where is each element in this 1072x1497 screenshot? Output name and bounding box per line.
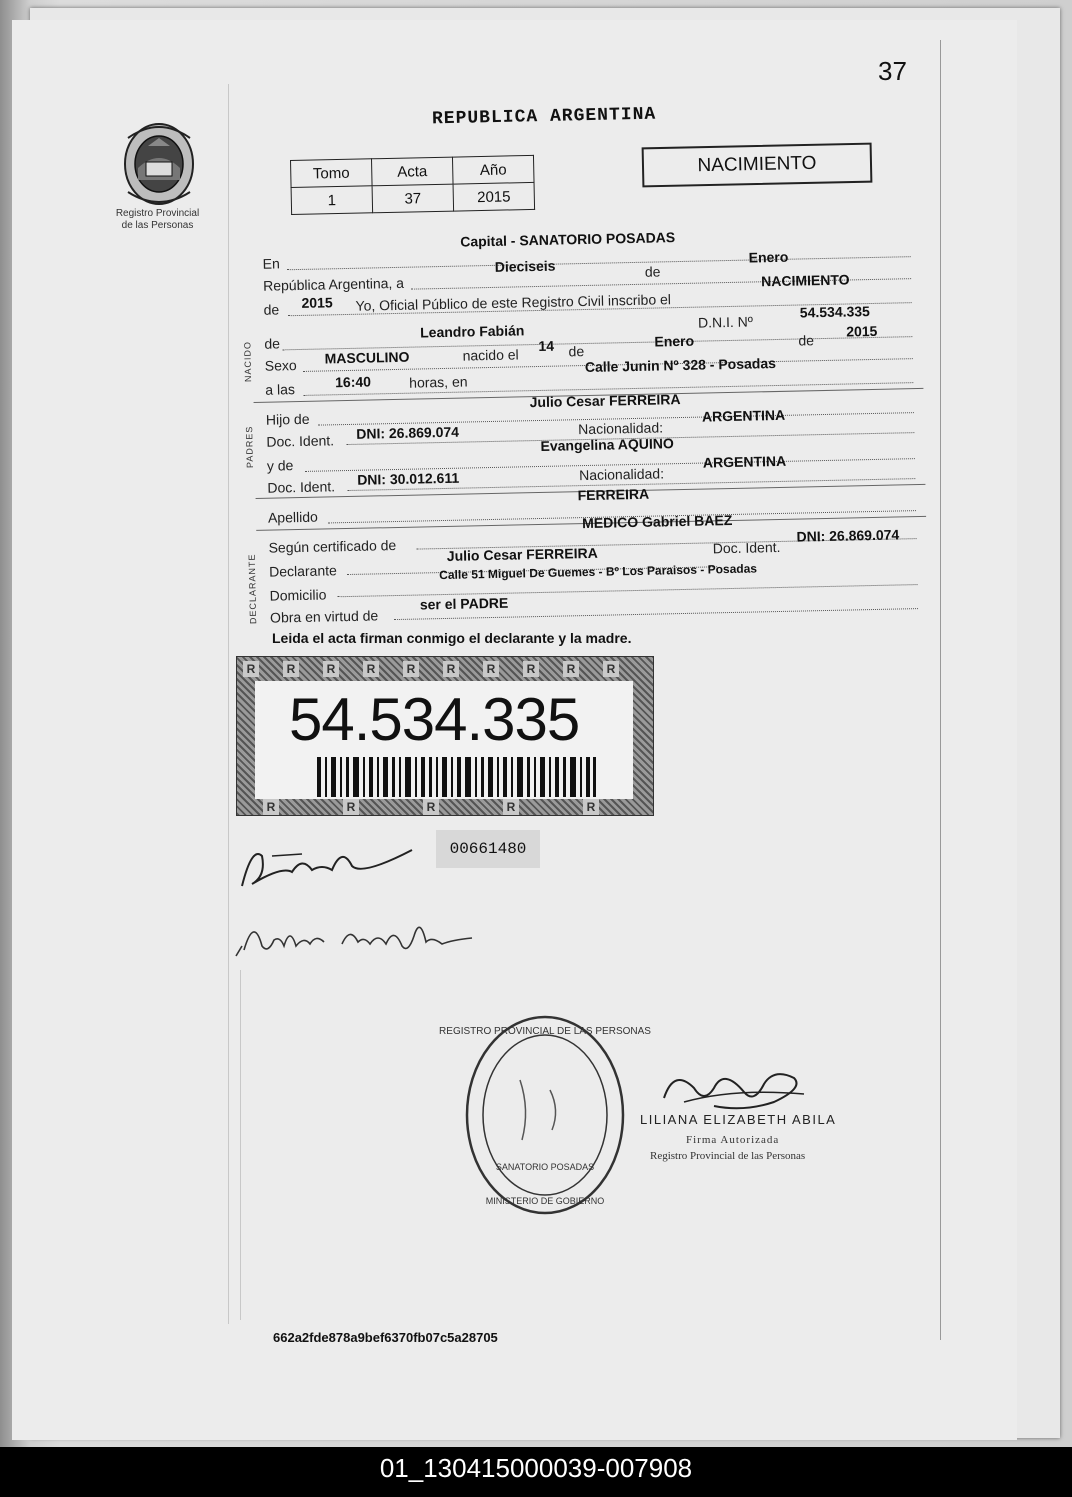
declarante-label: Declarante [268,562,337,580]
margin-rule [228,84,229,1324]
certificado-value: MEDICO Gabriel BAEZ [582,511,733,532]
de-mes-label: de [568,343,585,360]
barcode-icon [317,757,597,797]
official-name: LILIANA ELIZABETH ABILA [640,1112,837,1127]
sticker-r-mark: R [583,799,599,815]
domicilio-value: Calle 51 Miguel De Guemes - Bº Los Paraisos - Posadas [439,561,758,583]
footer-id: 01_130415000039-007908 [379,1453,693,1483]
anio-value: 2015 [453,182,535,211]
anio-nac-value: 2015 [846,322,878,340]
mes-nac-value: Enero [654,332,695,350]
segun-label: Según certificado de [268,537,397,556]
sticker-r-mark: R [283,661,299,677]
sticker-r-mark: R [443,661,459,677]
padre-value: Julio Cesar FERREIRA [529,391,681,411]
inscribe-value: NACIMIENTO [760,271,850,290]
dia-texto-value: Dieciseis [494,257,556,275]
misiones-emblem-icon [118,118,200,208]
sticker-r-mark: R [323,661,339,677]
official-signature [654,1058,814,1118]
madre-doc-value: DNI: 30.012.611 [357,469,460,488]
acta-type-box: NACIMIENTO [642,143,873,188]
dotted-line [282,336,912,350]
a-las-label: a las [265,381,296,398]
anio-header: Año [452,155,534,184]
doc-ident2-label: Doc. Ident. [267,478,336,496]
doc-ident-label: Doc. Ident. [266,432,335,450]
madre-nac-value: ARGENTINA [702,452,787,471]
section-nacido-label: NACIDO [242,340,254,383]
registry-seal-icon [439,1010,651,1220]
hijo-de-label: Hijo de [265,410,310,428]
nombre-value: Leandro Fabián [419,322,525,341]
dni-value: 54.534.335 [799,303,871,321]
apellido-value: FERREIRA [577,485,650,504]
de-label: de [644,263,661,280]
sticker-r-mark: R [243,661,259,677]
logo-caption-line-1: Registro Provincial [115,208,200,219]
dia-nac-value: 14 [538,337,555,354]
nacido-el-label: nacido el [462,346,519,364]
sticker-r-mark: R [363,661,379,677]
apellido-label: Apellido [267,508,318,526]
document-title: REPUBLICA ARGENTINA [431,104,657,130]
de2-label: de [263,301,280,318]
acta-value: 37 [372,184,454,213]
de-nombre-label: de [264,335,281,352]
sticker-r-mark: R [603,661,619,677]
acta-header: Acta [371,157,453,186]
doc-ident3-label: Doc. Ident. [712,538,781,557]
domicilio-label: Domicilio [269,586,327,604]
acta-table [290,155,535,215]
sticker-r-mark: R [263,799,279,815]
father-signature [232,836,422,896]
sticker-label-area [255,681,633,799]
dni-sticker [236,656,654,816]
mother-signature [232,906,492,966]
nacionalidad2-label: Nacionalidad: [578,465,665,484]
sexo-value: MASCULINO [324,348,410,367]
declarante-doc-value: DNI: 26.869.074 [796,526,900,545]
serial-number: 00661480 [436,830,540,868]
seal-bottom-text: MINISTERIO DE GOBIERNO [485,1196,605,1206]
horas-en-label: horas, en [409,373,468,391]
sticker-r-mark: R [483,661,499,677]
en-label: En [262,255,280,272]
tomo-value: 1 [291,186,373,215]
section-declarante-label: DECLARANTE [246,553,259,625]
seal-ring-text: REGISTRO PROVINCIAL DE LAS PERSONAS [439,1026,651,1037]
sticker-r-mark: R [563,661,579,677]
certificate-form [242,218,929,652]
page-number: 37 [878,56,907,86]
lugar-nac-value: Calle Junin Nº 328 - Posadas [584,355,777,376]
sticker-r-mark: R [523,661,539,677]
margin-rule-lower [240,970,241,1320]
anio-acta-value: 2015 [301,294,333,311]
official-org: Registro Provincial de las Personas [650,1150,806,1162]
madre-value: Evangelina AQUINO [540,435,674,454]
oficial-label: Yo, Oficial Público de este Registro Civil inscribo el [355,291,672,314]
dni-label: D.N.I. Nº [697,313,754,331]
republica-label: República Argentina, a [262,274,405,294]
sexo-label: Sexo [264,357,297,374]
dotted-line [338,584,918,597]
document-hash: 662a2fde878a9bef6370fb07c5a28705 [273,1330,498,1345]
footer-bar [0,1447,1072,1497]
dotted-line [287,256,911,270]
sticker-r-mark: R [343,799,359,815]
obra-label: Obra en virtud de [269,607,379,626]
mes-texto-value: Enero [748,248,789,266]
closing-text: Leida el acta firman conmigo el declarante y la madre. [272,630,632,646]
nacionalidad-label: Nacionalidad: [578,419,664,438]
hora-value: 16:40 [334,373,372,391]
sticker-dni-number: 54.534.335 [289,686,580,753]
logo-caption [100,208,215,232]
padre-doc-value: DNI: 26.869.074 [356,423,460,442]
declarante-value: Julio Cesar FERREIRA [446,544,598,564]
lugar-value: Capital - SANATORIO POSADAS [460,229,676,250]
section-padres-label: PADRES [244,425,255,469]
sticker-r-mark: R [423,799,439,815]
tomo-header: Tomo [291,159,373,188]
seal-inner-text: SANATORIO POSADAS [495,1162,595,1172]
sticker-r-mark: R [403,661,419,677]
y-de-label: y de [266,457,294,474]
obra-value: ser el PADRE [419,594,509,613]
padre-nac-value: ARGENTINA [701,406,786,425]
official-role: Firma Autorizada [686,1134,780,1146]
sticker-r-mark: R [503,799,519,815]
de-anio-label: de [798,332,815,349]
page-edge [940,40,941,1340]
logo-caption-line-2: de las Personas [121,220,194,231]
